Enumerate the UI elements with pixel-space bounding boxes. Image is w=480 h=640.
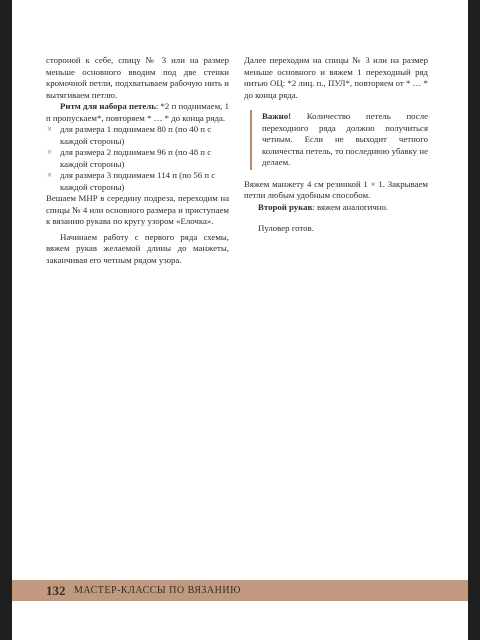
- paragraph: Вяжем манжету 4 см резинкой 1 × 1. Закрываем петли любым удобным способом.: [244, 178, 428, 200]
- x-mark-icon: ×: [47, 147, 53, 157]
- list-item: [46, 124, 229, 147]
- sleeve-label: Второй рукав: [258, 201, 313, 212]
- rhythm-paragraph: [46, 101, 229, 124]
- list-item-text: для размера 1 поднимаем 80 п (по 40 п с каждой стороны): [60, 124, 212, 146]
- list-item-text: для размера 3 поднимаем 114 п (по 56 п с каждой стороны): [60, 170, 216, 192]
- paragraph: стороной к себе, спицу № 3 или на размер меньше основного вводим под две стенки кромочной петли, подхватываем рабочую нить и вытягиваем петлю.: [46, 55, 229, 100]
- running-title: МАСТЕР-КЛАССЫ ПО ВЯЗАНИЮ: [74, 585, 241, 596]
- list-item: [46, 170, 229, 193]
- note-text: Количество петель после переходного ряда должно получиться четным. Если не выходит четного количества петель, то последнюю убавку не делаем.: [262, 111, 428, 167]
- important-note: [250, 110, 428, 170]
- size-list: [46, 124, 229, 193]
- left-column: [46, 55, 229, 266]
- paragraph: Вешаем МНР в середину подреза, переходим на спицы № 4 или основного размера и приступаем к вязанию рукава по кругу узором «Елочка».: [46, 193, 229, 226]
- list-item: [46, 147, 229, 170]
- book-page: [12, 0, 468, 640]
- note-paragraph: [262, 111, 428, 169]
- rhythm-label: Ритм для набора петель: [60, 101, 156, 111]
- note-label: Важно!: [262, 111, 292, 121]
- page-footer: [12, 580, 468, 601]
- right-column: [244, 55, 428, 235]
- page-number: 132: [46, 583, 66, 598]
- rhythm-text: : *2 п поднимаем, 1 п пропускаем*, повторяем * … * до конца ряда.: [46, 101, 229, 123]
- x-mark-icon: ×: [47, 124, 53, 134]
- paragraph: Далее переходим на спицы № 3 или на размер меньше основного и вяжем 1 переходный ряд нитью ОЦ: *2 лиц. п., ПУЛ*, повторяем от * … * до конца ряда.: [244, 55, 428, 100]
- list-item-text: для размера 2 поднимаем 96 п (по 48 п с каждой стороны): [60, 147, 212, 169]
- sleeve-paragraph: [244, 202, 428, 214]
- final-line: Пуловер готов.: [258, 223, 314, 233]
- x-mark-icon: ×: [47, 170, 53, 180]
- paragraph: Начинаем работу с первого ряда схемы, вяжем рукав желаемой длины до манжеты, заканчивая его четным рядом узора.: [46, 231, 229, 265]
- sleeve-text: : вяжем аналогично.: [312, 201, 389, 212]
